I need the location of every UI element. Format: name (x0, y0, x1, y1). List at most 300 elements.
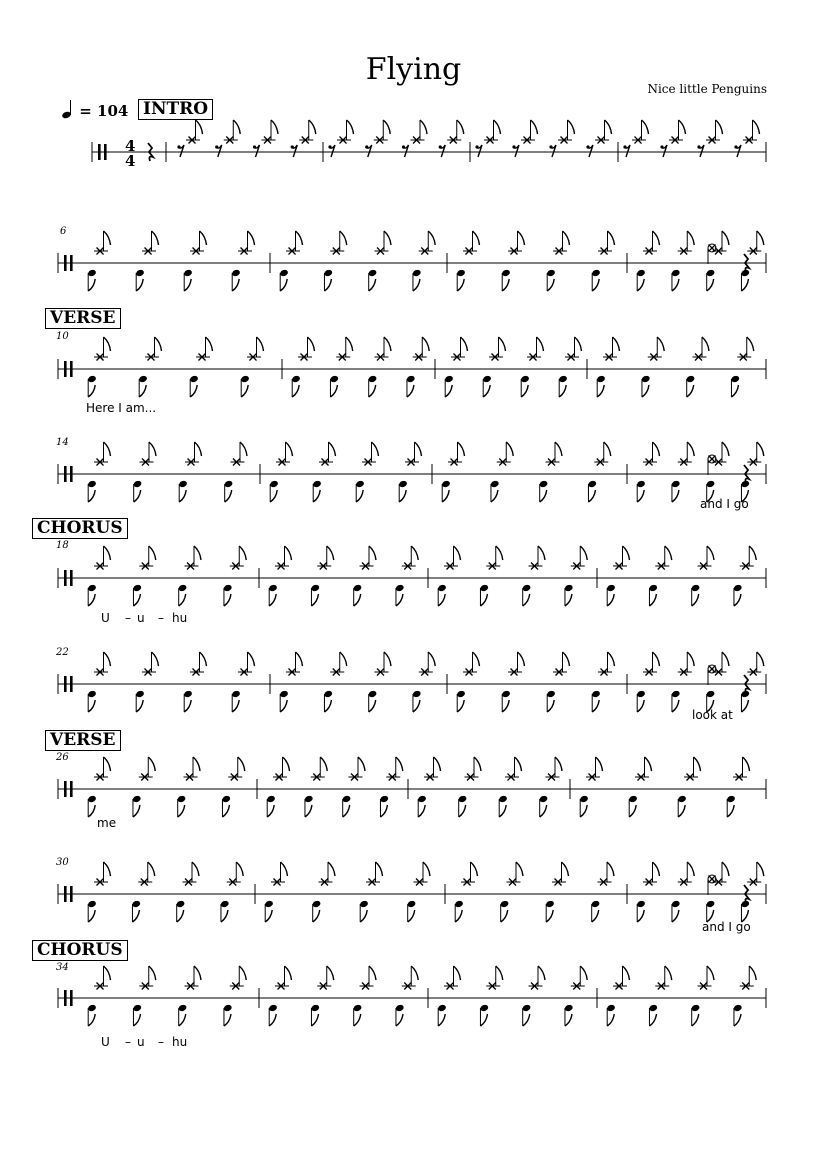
eighth-rest (512, 145, 515, 148)
note-flag (592, 700, 599, 712)
note-flag (206, 337, 213, 351)
note-flag (540, 490, 547, 502)
lyric: hu (172, 1035, 188, 1049)
rehearsal-mark-chorus: CHORUS (32, 518, 128, 539)
note-flag (679, 120, 686, 134)
percussion-clef (64, 255, 67, 271)
note-flag (687, 385, 694, 397)
note-flag (286, 442, 293, 456)
note-flag (248, 231, 255, 245)
rehearsal-mark-verse: VERSE (45, 308, 121, 329)
note-flag (420, 120, 427, 134)
note-flag (580, 805, 587, 817)
rehearsal-mark-verse: VERSE (45, 730, 121, 751)
lyric: – (158, 1035, 164, 1049)
note-flag (483, 385, 490, 397)
note-flag (411, 966, 418, 980)
note-flag (642, 120, 649, 134)
note-flag (692, 1014, 699, 1026)
note-flag (148, 862, 155, 876)
note-flag (438, 1014, 445, 1026)
note-flag (305, 805, 312, 817)
lyric: me (97, 816, 117, 830)
note-flag (269, 594, 276, 606)
note-flag (248, 652, 255, 666)
note-flag (665, 966, 672, 980)
time-signature-bottom: 4 (125, 152, 136, 170)
note-flag (546, 910, 553, 922)
note-flag (311, 594, 318, 606)
note-flag (540, 805, 547, 817)
note-flag (592, 279, 599, 291)
note-flag (104, 231, 111, 245)
note-flag (179, 1014, 186, 1026)
note-flag (592, 910, 599, 922)
note-flag (200, 231, 207, 245)
lyric: hu (172, 611, 188, 625)
note-flag (324, 279, 331, 291)
note-flag (271, 120, 278, 134)
measure-number: 18 (56, 540, 69, 551)
measure-number: 14 (56, 437, 69, 448)
note-flag (396, 594, 403, 606)
note-flag (687, 442, 694, 456)
note-flag (369, 385, 376, 397)
note-flag (516, 862, 523, 876)
note-flag (104, 757, 111, 771)
note-flag (177, 910, 184, 922)
percussion-clef (70, 781, 73, 797)
note-flag (518, 652, 525, 666)
note-flag (224, 1014, 231, 1026)
note-flag (480, 1014, 487, 1026)
note-flag (568, 120, 575, 134)
note-flag (757, 652, 764, 666)
note-flag (239, 966, 246, 980)
note-flag (428, 231, 435, 245)
note-flag (285, 546, 292, 560)
note-flag (358, 757, 365, 771)
note-flag (506, 442, 513, 456)
note-flag (340, 231, 347, 245)
note-flag (559, 385, 566, 397)
note-flag (707, 279, 714, 291)
note-flag (747, 337, 754, 351)
note-flag (741, 700, 748, 712)
note-flag (596, 757, 603, 771)
eighth-rest (623, 145, 626, 148)
lyric: – (125, 1035, 131, 1049)
note-flag (308, 337, 315, 351)
note-flag (702, 337, 709, 351)
note-flag (597, 385, 604, 397)
note-flag (196, 120, 203, 134)
note-flag (722, 231, 729, 245)
note-flag (605, 120, 612, 134)
note-flag (580, 546, 587, 560)
note-flag (707, 910, 714, 922)
percussion-clef (70, 570, 73, 586)
percussion-clef (64, 466, 67, 482)
measure-number: 6 (60, 226, 67, 237)
note-flag (657, 337, 664, 351)
note-flag (179, 594, 186, 606)
note-flag (133, 594, 140, 606)
note-flag (653, 652, 660, 666)
note-flag (343, 805, 350, 817)
note-flag (313, 490, 320, 502)
note-flag (88, 490, 95, 502)
note-flag (134, 490, 141, 502)
note-flag (372, 442, 379, 456)
note-flag (267, 805, 274, 817)
note-flag (285, 966, 292, 980)
lyric: – (158, 611, 164, 625)
lyric: Here I am... (86, 401, 157, 415)
note-flag (727, 805, 734, 817)
note-flag (607, 1014, 614, 1026)
note-flag (104, 652, 111, 666)
note-flag (411, 546, 418, 560)
note-flag (356, 490, 363, 502)
note-flag (687, 652, 694, 666)
note-flag (257, 337, 264, 351)
note-flag (311, 1014, 318, 1026)
percussion-clef (70, 255, 73, 271)
note-flag (327, 966, 334, 980)
measure-number: 30 (56, 857, 69, 868)
lyric: U (101, 1035, 110, 1049)
eighth-rest (253, 145, 256, 148)
note-flag (741, 910, 748, 922)
note-flag (637, 490, 644, 502)
note-flag (179, 490, 186, 502)
note-flag (604, 442, 611, 456)
note-flag (753, 120, 760, 134)
note-flag (458, 442, 465, 456)
eighth-rest (475, 145, 478, 148)
eighth-rest (328, 145, 331, 148)
note-flag (149, 966, 156, 980)
lyric: and I go (702, 920, 751, 934)
note-flag (270, 490, 277, 502)
lyric: U (101, 611, 110, 625)
note-flag (194, 966, 201, 980)
note-flag (88, 910, 95, 922)
note-flag (320, 757, 327, 771)
note-flag (438, 594, 445, 606)
note-flag (734, 1014, 741, 1026)
note-flag (155, 337, 162, 351)
note-flag (104, 546, 111, 560)
note-flag (369, 546, 376, 560)
note-flag (607, 594, 614, 606)
note-flag (232, 279, 239, 291)
note-flag (423, 862, 430, 876)
note-flag (563, 231, 570, 245)
note-flag (88, 385, 95, 397)
note-flag (480, 594, 487, 606)
percussion-clef (70, 466, 73, 482)
note-flag (653, 231, 660, 245)
tempo-value: = 104 (79, 102, 129, 120)
note-flag (678, 805, 685, 817)
note-flag (496, 546, 503, 560)
note-flag (133, 805, 140, 817)
time-signature-top: 4 (125, 137, 136, 155)
note-flag (563, 652, 570, 666)
note-flag (629, 805, 636, 817)
note-flag (194, 546, 201, 560)
note-flag (104, 337, 111, 351)
note-flag (499, 337, 506, 351)
note-flag (531, 120, 538, 134)
percussion-clef (64, 781, 67, 797)
note-flag (184, 700, 191, 712)
note-flag (195, 442, 202, 456)
note-flag (757, 442, 764, 456)
note-flag (734, 594, 741, 606)
note-flag (555, 757, 562, 771)
note-flag (269, 1014, 276, 1026)
note-flag (328, 862, 335, 876)
rehearsal-mark-intro: INTRO (138, 99, 213, 120)
eighth-rest (439, 145, 442, 148)
note-flag (132, 910, 139, 922)
note-flag (280, 700, 287, 712)
note-flag (537, 337, 544, 351)
note-flag (645, 757, 652, 771)
note-flag (265, 910, 272, 922)
note-flag (523, 1014, 530, 1026)
note-flag (588, 490, 595, 502)
note-flag (687, 862, 694, 876)
note-flag (455, 910, 462, 922)
note-flag (240, 442, 247, 456)
note-flag (232, 700, 239, 712)
percussion-clef (64, 676, 67, 692)
note-flag (407, 385, 414, 397)
note-flag (200, 652, 207, 666)
note-flag (222, 805, 229, 817)
note-flag (192, 862, 199, 876)
note-flag (562, 862, 569, 876)
note-flag (694, 757, 701, 771)
composer: Nice little Penguins (647, 82, 767, 96)
note-flag (637, 910, 644, 922)
note-flag (383, 120, 390, 134)
note-flag (613, 337, 620, 351)
note-flag (518, 231, 525, 245)
note-flag (608, 231, 615, 245)
note-flag (88, 594, 95, 606)
note-flag (413, 279, 420, 291)
note-flag (88, 700, 95, 712)
note-flag (749, 546, 756, 560)
note-flag (369, 966, 376, 980)
note-flag (104, 862, 111, 876)
percussion-clef (104, 144, 107, 160)
eighth-rest (734, 145, 737, 148)
note-flag (281, 862, 288, 876)
note-flag (459, 805, 466, 817)
eighth-rest (697, 145, 700, 148)
lyric: look at (692, 708, 733, 722)
note-flag (221, 910, 228, 922)
lyric: u (137, 611, 145, 625)
eighth-rest (549, 145, 552, 148)
note-flag (538, 966, 545, 980)
note-flag (241, 385, 248, 397)
note-flag (623, 966, 630, 980)
lyric: and I go (700, 497, 749, 511)
score-title: Flying (365, 52, 462, 87)
note-flag (741, 490, 748, 502)
note-flag (757, 862, 764, 876)
note-flag (149, 546, 156, 560)
note-flag (707, 490, 714, 502)
percussion-clef (70, 361, 73, 377)
note-flag (473, 652, 480, 666)
note-flag (309, 120, 316, 134)
percussion-clef (98, 144, 101, 160)
note-flag (707, 966, 714, 980)
note-flag (716, 120, 723, 134)
note-flag (707, 546, 714, 560)
measure-number: 10 (56, 331, 69, 342)
note-flag (608, 652, 615, 666)
note-flag (575, 337, 582, 351)
note-flag (152, 652, 159, 666)
note-flag (521, 385, 528, 397)
note-flag (637, 279, 644, 291)
note-flag (148, 757, 155, 771)
note-flag (149, 442, 156, 456)
note-flag (408, 910, 415, 922)
eighth-rest (177, 145, 180, 148)
note-flag (384, 337, 391, 351)
percussion-clef (70, 886, 73, 902)
note-flag (565, 594, 572, 606)
measure-number: 34 (56, 962, 69, 973)
note-flag (330, 385, 337, 397)
note-flag (136, 700, 143, 712)
note-flag (757, 231, 764, 245)
percussion-clef (70, 990, 73, 1006)
note-flag (491, 490, 498, 502)
note-flag (415, 442, 422, 456)
note-flag (502, 700, 509, 712)
note-flag (369, 279, 376, 291)
note-flag (88, 805, 95, 817)
note-flag (296, 652, 303, 666)
note-flag (236, 862, 243, 876)
note-flag (637, 700, 644, 712)
note-flag (418, 805, 425, 817)
note-flag (722, 442, 729, 456)
note-flag (354, 1014, 361, 1026)
note-flag (499, 805, 506, 817)
note-flag (547, 700, 554, 712)
note-flag (136, 279, 143, 291)
note-flag (653, 442, 660, 456)
note-flag (346, 337, 353, 351)
note-flag (313, 910, 320, 922)
note-flag (104, 966, 111, 980)
note-flag (399, 490, 406, 502)
percussion-clef (64, 886, 67, 902)
note-flag (445, 385, 452, 397)
note-flag (743, 757, 750, 771)
note-flag (687, 231, 694, 245)
note-flag (329, 442, 336, 456)
note-flag (623, 546, 630, 560)
note-flag (428, 652, 435, 666)
note-flag (340, 652, 347, 666)
note-flag (538, 546, 545, 560)
eighth-rest (586, 145, 589, 148)
note-flag (380, 805, 387, 817)
note-flag (454, 546, 461, 560)
note-flag (649, 1014, 656, 1026)
note-flag (494, 120, 501, 134)
note-flag (238, 757, 245, 771)
note-flag (376, 862, 383, 876)
note-flag (672, 700, 679, 712)
note-flag (360, 910, 367, 922)
note-flag (280, 279, 287, 291)
note-flag (642, 385, 649, 397)
note-flag (555, 442, 562, 456)
note-flag (580, 966, 587, 980)
eighth-rest (402, 145, 405, 148)
note-flag (471, 862, 478, 876)
note-flag (515, 757, 522, 771)
lyric: – (125, 611, 131, 625)
note-flag (731, 385, 738, 397)
note-flag (722, 652, 729, 666)
measure-number: 22 (56, 647, 69, 658)
note-flag (354, 594, 361, 606)
note-flag (434, 757, 441, 771)
note-flag (384, 231, 391, 245)
note-flag (396, 757, 403, 771)
note-flag (327, 546, 334, 560)
note-flag (422, 337, 429, 351)
note-flag (461, 337, 468, 351)
note-flag (384, 652, 391, 666)
note-flag (692, 594, 699, 606)
note-flag (722, 862, 729, 876)
note-flag (152, 231, 159, 245)
note-flag (396, 1014, 403, 1026)
rehearsal-mark-chorus: CHORUS (32, 940, 128, 961)
note-flag (88, 279, 95, 291)
note-flag (665, 546, 672, 560)
note-flag (139, 385, 146, 397)
note-flag (741, 279, 748, 291)
note-flag (457, 120, 464, 134)
note-flag (193, 757, 200, 771)
eighth-rest (291, 145, 294, 148)
note-flag (233, 120, 240, 134)
note-flag (473, 231, 480, 245)
note-flag (672, 910, 679, 922)
note-flag (523, 594, 530, 606)
measure-number: 26 (56, 752, 69, 763)
note-flag (454, 966, 461, 980)
note-flag (369, 700, 376, 712)
